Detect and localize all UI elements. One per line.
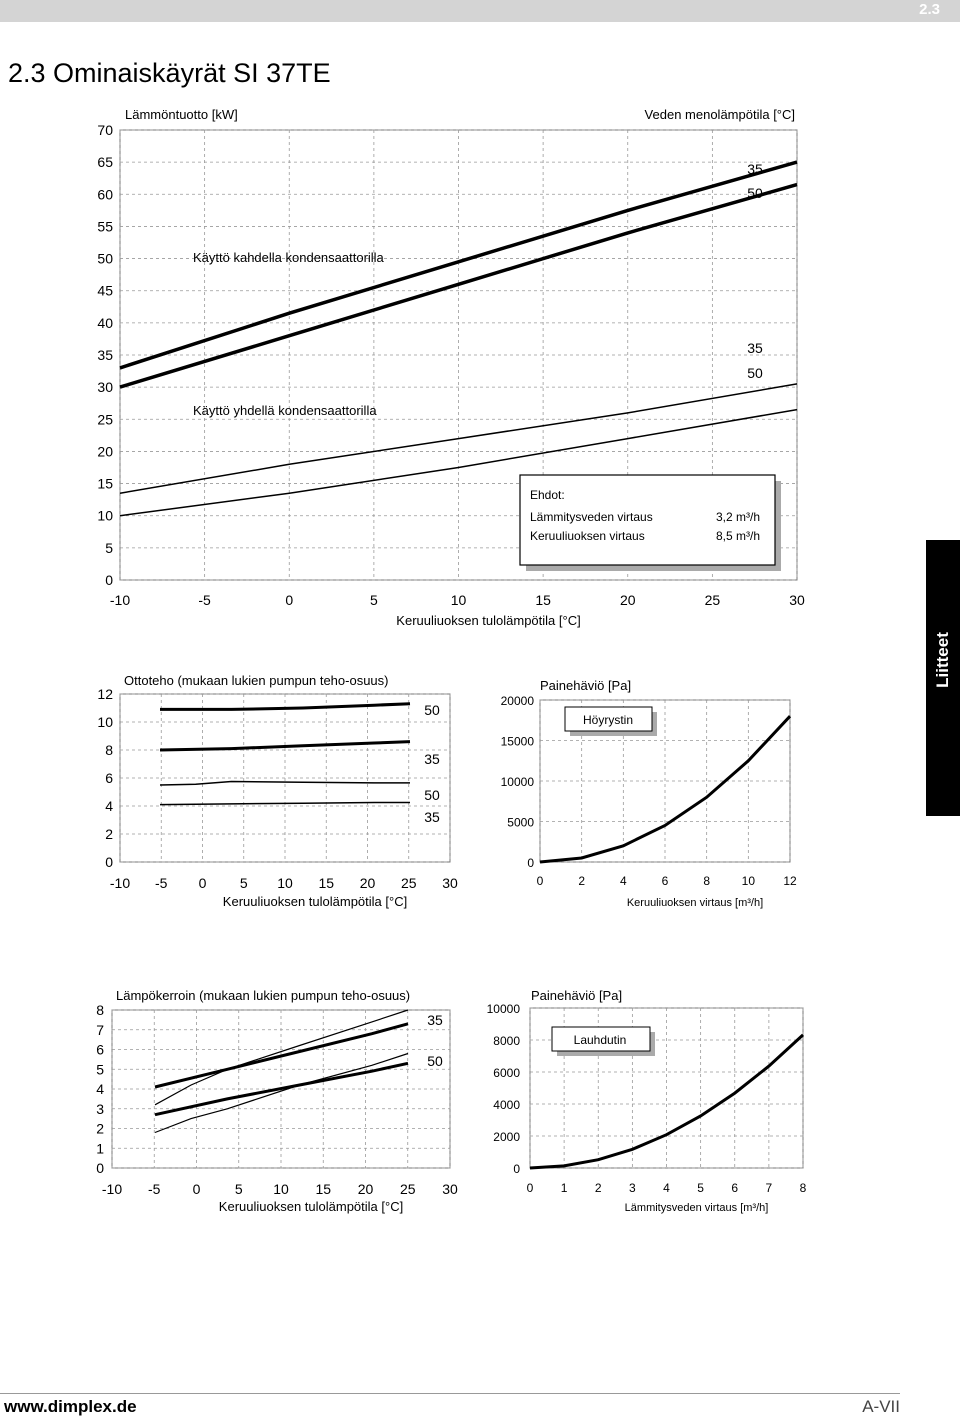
heat-output-x-tick-label: -5: [198, 592, 211, 608]
power-input-y-tick-label: 10: [97, 714, 113, 730]
heat-output-y-tick-label: 25: [97, 411, 113, 428]
heat-output-y-tick-label: 20: [97, 443, 113, 460]
pressure-drop-condenser-y-tick-label: 2000: [493, 1130, 520, 1144]
footer-divider: [0, 1393, 900, 1394]
pressure-drop-condenser-x-tick-label: 7: [765, 1181, 773, 1195]
pressure-drop-evaporator-y-tick-label: 0: [527, 856, 534, 870]
heat-output-series-label: 50: [747, 365, 763, 381]
conditions-row-value: 8,5 m³/h: [715, 529, 760, 543]
power-input-y-tick-label: 6: [105, 770, 113, 786]
conditions-heading: Ehdot:: [530, 488, 565, 502]
pressure-drop-evaporator-x-axis-label: Keruuliuoksen virtaus [m³/h]: [626, 897, 764, 909]
cop-x-tick-label: 15: [315, 1181, 332, 1197]
conditions-row-label: Lämmitysveden virtaus: [530, 510, 653, 524]
heat-output-x-tick-label: 30: [789, 592, 805, 608]
cop-x-tick-label: 30: [442, 1181, 458, 1197]
footer-website[interactable]: www.dimplex.de: [4, 1397, 137, 1416]
pressure-drop-evaporator-x-tick-label: 4: [619, 874, 627, 888]
pressure-drop-evaporator-x-tick-label: 6: [661, 874, 669, 888]
heat-output-series-label: 50: [747, 185, 763, 201]
pressure-drop-evaporator-y-tick-label: 5000: [507, 815, 534, 830]
power-input-x-tick-label: 25: [400, 875, 417, 891]
power-input-x-tick-label: 30: [442, 875, 458, 891]
cop-y-tick-label: 4: [96, 1081, 104, 1097]
pressure-drop-condenser-x-tick-label: 2: [594, 1181, 602, 1195]
heat-output-annotation: Käyttö yhdellä kondensaattorilla: [193, 403, 377, 418]
power-input-x-tick-label: 20: [359, 875, 376, 891]
pressure-drop-condenser-x-tick-label: 0: [526, 1181, 534, 1195]
condenser-y-axis-label: Painehäviö [Pa]: [531, 988, 623, 1003]
power-input-x-tick-label: 5: [239, 875, 248, 891]
heat-output-y-tick-label: 0: [105, 572, 113, 588]
heat-output-y-tick-label: 50: [97, 250, 113, 267]
heat-output-x-tick-label: 25: [704, 592, 721, 608]
cop-x-tick-label: 5: [234, 1181, 243, 1197]
cop-x-tick-label: -5: [148, 1181, 161, 1197]
pressure-drop-evaporator-y-tick-label: 10000: [500, 775, 534, 789]
heat-output-y-tick-label: 35: [97, 347, 113, 363]
pressure-drop-condenser-x-tick-label: 6: [731, 1181, 739, 1195]
page-title: 2.3 Ominaiskäyrät SI 37TE: [8, 58, 331, 88]
pressure-drop-condenser-y-tick-label: 8000: [493, 1034, 520, 1048]
pressure-drop-evaporator-x-tick-label: 8: [703, 874, 711, 888]
cop-series-line: [155, 1054, 408, 1133]
cop-x-tick-label: 25: [399, 1181, 416, 1197]
pressure-drop-evaporator-y-tick-label: 20000: [500, 694, 534, 708]
cop-y-tick-label: 1: [96, 1140, 104, 1157]
heat-output-x-tick-label: 20: [619, 592, 636, 608]
cop-y-tick-label: 7: [96, 1021, 104, 1038]
cop-y-tick-label: 2: [96, 1120, 104, 1137]
heat-output-y-tick-label: 45: [97, 282, 113, 299]
pressure-drop-condenser-x-tick-label: 1: [560, 1181, 568, 1195]
pressure-drop-condenser-y-tick-label: 6000: [493, 1066, 520, 1080]
power-input-x-tick-label: 10: [277, 875, 293, 891]
heat-output-y-tick-label: 60: [97, 186, 113, 203]
cop-y-tick-label: 3: [96, 1100, 104, 1117]
pressure-drop-condenser-x-tick-label: 3: [629, 1181, 636, 1195]
pressure-drop-evaporator-x-tick-label: 0: [536, 874, 544, 888]
power-input-x-tick-label: 0: [198, 875, 207, 891]
power-input-y-tick-label: 4: [105, 798, 113, 814]
power-input-x-tick-label: 15: [318, 875, 335, 891]
power-input-y-tick-label: 12: [97, 686, 113, 702]
power-input-y-axis-label: Ottoteho (mukaan lukien pumpun teho-osuus): [124, 673, 389, 688]
heat-output-annotation: Käyttö kahdella kondensaattorilla: [193, 250, 384, 265]
power-input-series-label: 35: [424, 751, 440, 767]
side-tab[interactable]: [926, 540, 960, 816]
cop-x-axis-label: Keruuliuoksen tulolämpötila [°C]: [218, 1199, 404, 1214]
cop-x-tick-label: 0: [192, 1181, 201, 1197]
evaporator-box-label: Höyrystin: [582, 713, 634, 727]
pressure-drop-condenser-x-axis-label: Lämmitysveden virtaus [m³/h]: [624, 1202, 769, 1214]
side-tab-label: Liitteet: [933, 632, 952, 688]
power-input-x-tick-label: -10: [109, 875, 131, 891]
cop-x-tick-label: -10: [101, 1181, 123, 1197]
conditions-row-label: Keruuliuoksen virtaus: [530, 529, 645, 543]
heat-output-y-tick-label: 55: [97, 218, 113, 235]
power-input-x-tick-label: -5: [155, 875, 168, 891]
page-number: 2.3: [919, 1, 940, 18]
heat-output-y-tick-label: 10: [97, 507, 113, 524]
cop-y-tick-label: 8: [96, 1002, 104, 1018]
cop-series-label: 35: [427, 1012, 443, 1028]
heat-output-x-tick-label: 15: [535, 592, 551, 608]
power-input-series-label: 35: [424, 809, 440, 825]
power-input-series-label: 50: [424, 787, 440, 803]
cop-x-tick-label: 10: [273, 1181, 289, 1197]
heat-output-y-tick-label: 15: [97, 475, 113, 492]
cop-y-tick-label: 5: [96, 1061, 104, 1078]
pressure-drop-condenser-x-tick-label: 8: [799, 1181, 807, 1195]
heat-output-y-tick-label: 65: [97, 154, 113, 171]
heat-output-y-tick-label: 70: [97, 122, 113, 138]
pressure-drop-condenser-y-tick-label: 4000: [493, 1098, 520, 1112]
heat-output-x-tick-label: -10: [109, 592, 131, 608]
pressure-drop-condenser-x-tick-label: 5: [697, 1181, 704, 1195]
footer-page-code: A-VII: [862, 1397, 900, 1416]
conditions-row-value: 3,2 m³/h: [715, 510, 760, 524]
heat-output-x-tick-label: 10: [450, 592, 467, 608]
pressure-drop-evaporator-x-tick-label: 10: [741, 874, 756, 888]
heat-output-y-axis-label: Lämmöntuotto [kW]: [125, 107, 238, 122]
heat-output-legend-title: Veden menolämpötila [°C]: [644, 107, 795, 122]
pressure-drop-condenser-y-tick-label: 0: [513, 1162, 520, 1176]
condenser-box-label: Lauhdutin: [573, 1033, 627, 1047]
pressure-drop-evaporator-x-tick-label: 2: [578, 874, 586, 888]
pressure-drop-condenser-y-tick-label: 10000: [486, 1002, 520, 1016]
heat-output-x-tick-label: 0: [285, 592, 294, 608]
cop-series-line: [155, 1024, 408, 1087]
heat-output-x-tick-label: 5: [369, 592, 378, 608]
cop-y-axis-label: Lämpökerroin (mukaan lukien pumpun teho-osuus): [116, 988, 411, 1003]
cop-series-label: 50: [427, 1053, 443, 1069]
pressure-drop-evaporator-x-tick-label: 12: [783, 874, 797, 888]
heat-output-x-axis-label: Keruuliuoksen tulolämpötila [°C]: [396, 613, 581, 628]
power-input-y-tick-label: 8: [105, 742, 113, 758]
heat-output-y-tick-label: 5: [105, 539, 113, 556]
power-input-y-tick-label: 2: [105, 826, 113, 842]
cop-y-tick-label: 6: [96, 1041, 104, 1058]
evaporator-y-axis-label: Painehäviö [Pa]: [540, 678, 632, 693]
power-input-series-label: 50: [424, 702, 440, 718]
heat-output-series-label: 35: [747, 161, 763, 177]
pressure-drop-condenser-x-tick-label: 4: [663, 1181, 670, 1195]
pressure-drop-evaporator-y-tick-label: 15000: [500, 734, 534, 749]
heat-output-series-label: 35: [747, 340, 763, 356]
cop-y-tick-label: 0: [96, 1160, 104, 1176]
power-input-y-tick-label: 0: [105, 854, 113, 870]
power-input-x-axis-label: Keruuliuoksen tulolämpötila [°C]: [222, 894, 408, 909]
heat-output-y-tick-label: 30: [97, 379, 113, 396]
heat-output-y-tick-label: 40: [97, 314, 113, 331]
cop-x-tick-label: 20: [357, 1181, 374, 1197]
